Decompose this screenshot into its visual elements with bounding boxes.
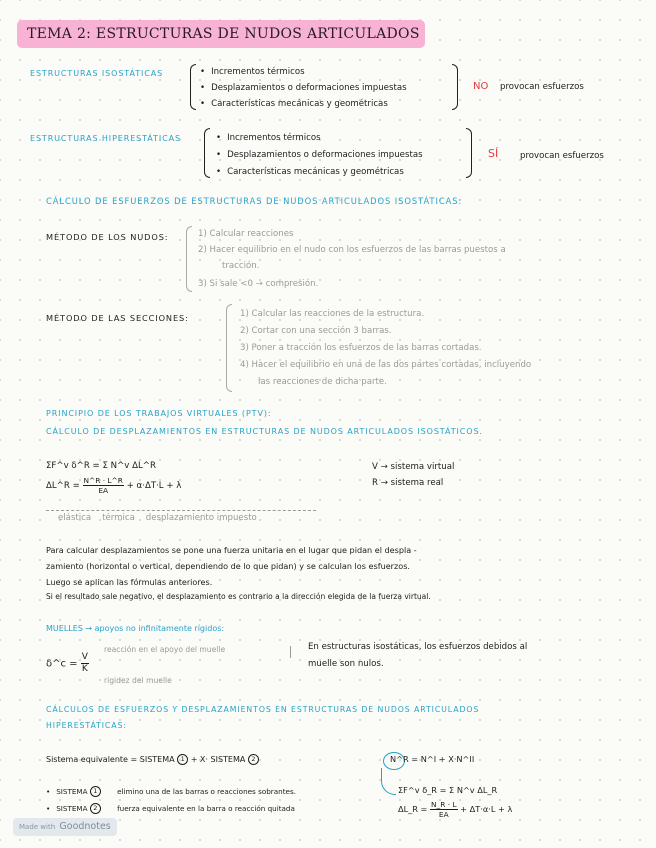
right-equation-1: N^R = N^I + X·N^II [390,754,475,764]
system-1-row [46,786,296,797]
method-sections-label: MÉTODO DE LAS SECCIONES: [46,313,189,323]
equivalent-system [46,754,259,765]
method-nodes-step-2: 2) Hacer equilibrio en el nudo con los esfuerzos de las barras puestos a [198,245,506,255]
right-eq3-num: N_R · L [431,800,457,809]
system-2-row-circle: 2 [90,803,101,814]
ptv-eq2-lhs: ΔL^R = [46,481,80,491]
ptv-paragraph-4: Si el resultado sale negativo, el desplazamiento es contrario a la dirección elegida de la fuerza virtual. [46,592,431,601]
highlight-arrow [381,768,396,795]
calc-heading: CÁLCULO DE ESFUERZOS DE ESTRUCTURAS DE NUDOS ARTICULADOS ISOSTÁTICAS: [46,196,463,206]
ptv-equation-2 [46,476,181,495]
right-equation-2: ΣF^v δ_R = Σ N^v ΔL_R [398,785,498,795]
ptv-eq2-den: EA [98,486,109,495]
system-1-row-circle: 1 [90,786,101,797]
isostatic-item-2: • Desplazamientos o deformaciones impuestas [200,83,407,93]
system-1-circle: 1 [177,754,188,765]
ptv-paragraph-2: zamiento (horizontal o vertical, dependiendo de lo que pidan) y se calculan los esfuerzos. [46,561,410,571]
page-title: TEMA 2: ESTRUCTURAS DE NUDOS ARTICULADOS [27,26,420,42]
springs-formula-num: V [81,652,88,662]
goodnotes-watermark [13,818,117,836]
springs-heading: MUELLES → apoyos no infinitamente rígidos: [46,624,225,633]
springs-note-rigidity: rigidez del muelle [104,676,172,685]
method-sections-step-1: 1) Calcular las reacciones de la estructura. [240,309,425,319]
equivalent-system-label: Sistema equivalente = SISTEMA [46,755,175,764]
hyperstatic-item-1: • Incrementos térmicos [216,133,321,143]
method-nodes-step-2-cont: tracción. [222,261,260,271]
springs-formula [46,652,89,675]
right-eq3-fraction [430,800,458,819]
right-eq3-lhs: ΔL_R = [398,804,428,814]
system-2-text: fuerza equivalente en la barra o reacción quitada [117,803,295,813]
ptv-heading: PRINCIPIO DE LOS TRABAJOS VIRTUALES (PTV): [46,409,272,418]
method-nodes-step-3: 3) Si sale <0 → compresión. [198,279,319,289]
ptv-paragraph-3: Luego se aplican las fórmulas anteriores. [46,577,213,587]
hyperstatic-verdict: SÍ [488,147,499,160]
isostatic-item-3: • Características mecánicas y geométricas [200,99,388,109]
ptv-terms-underline [46,510,316,511]
isostatic-label: ESTRUCTURAS ISOSTÁTICAS [30,69,164,78]
ptv-subheading: CÁLCULO DE DESPLAZAMIENTOS EN ESTRUCTURAS DE NUDOS ARTICULADOS ISOSTÁTICOS. [46,427,483,436]
hyperstatic-item-3: • Características mecánicas y geométricas [216,167,404,177]
springs-side-text-2: muelle son nulos. [308,659,384,669]
isostatic-brace-right [452,64,458,110]
ptv-eq2-num: N^R · L^R [83,476,123,485]
ptv-legend-real: R → sistema real [372,478,444,488]
system-2-row [46,803,295,814]
hyperstatic-brace-right [466,128,472,178]
right-eq3-rest: + ΔT·α·L + λ [460,804,513,814]
isostatic-item-1: • Incrementos térmicos [200,67,305,77]
hyperstatic-item-2: • Desplazamientos o deformaciones impuestas [216,150,423,160]
springs-note-reaction: reacción en el apoyo del muelle [104,645,226,654]
title-banner [17,20,425,48]
system-2-circle: 2 [248,754,259,765]
ptv-equation-1: ΣF^v δ^R = Σ N^v ΔL^R [46,461,156,471]
hyper-calc-heading: CÁLCULOS DE ESFUERZOS Y DESPLAZAMIENTOS EN ESTRUCTURAS DE NUDOS ARTICULADOS [46,705,480,714]
ptv-eq2-rest: + α·ΔT·L + λ [126,481,182,491]
method-nodes-label: MÉTODO DE LOS NUDOS: [46,232,169,242]
springs-formula-den: K [81,664,88,674]
method-sections-step-3: 3) Poner a tracción los esfuerzos de las barras cortadas. [240,343,482,353]
hyper-calc-heading-2: HIPERESTÁTICAS: [46,721,127,730]
method-nodes-step-1: 1) Calcular reacciones [198,229,294,239]
method-nodes-brace [186,226,192,292]
hyperstatic-brace [204,128,210,178]
springs-formula-lhs: δ^c = [46,658,78,670]
ptv-legend-virtual: V → sistema virtual [372,462,455,472]
isostatic-verdict-text: provocan esfuerzos [500,82,584,92]
method-sections-step-4: 4) Hacer el equilibrio en una de las dos partes cortadas, incluyendo [240,360,532,370]
isostatic-verdict: NO [473,81,489,92]
springs-side-text-1: En estructuras isostáticas, los esfuerzos debidos al [308,642,528,652]
method-sections-step-2: 2) Cortar con una sección 3 barras. [240,326,392,336]
ptv-terms: elástica térmica desplazamiento impuesto [58,513,257,523]
hyperstatic-label: ESTRUCTURAS HIPERESTÁTICAS [30,134,181,143]
method-sections-brace [226,304,232,392]
ptv-eq2-fraction [83,476,124,495]
springs-divider [290,646,293,658]
system-1-text: elimino una de las barras o reacciones sobrantes. [117,786,296,796]
system-2-label: • SISTEMA [46,804,88,813]
springs-formula-fraction [81,652,89,675]
equivalent-system-mid: + X· SISTEMA [190,755,246,764]
right-equation-3 [398,800,512,819]
right-eq3-den: EA [438,810,449,819]
watermark-prefix: Made with [19,823,56,831]
method-sections-step-4-cont: las reacciones de dicha parte. [258,377,387,387]
ptv-paragraph-1: Para calcular desplazamientos se pone una fuerza unitaria en el lugar que pidan el despla - [46,545,417,555]
system-1-label: • SISTEMA [46,787,88,796]
isostatic-brace [190,64,196,110]
watermark-brand: Goodnotes [59,821,111,832]
hyperstatic-verdict-text: provocan esfuerzos [520,151,604,161]
